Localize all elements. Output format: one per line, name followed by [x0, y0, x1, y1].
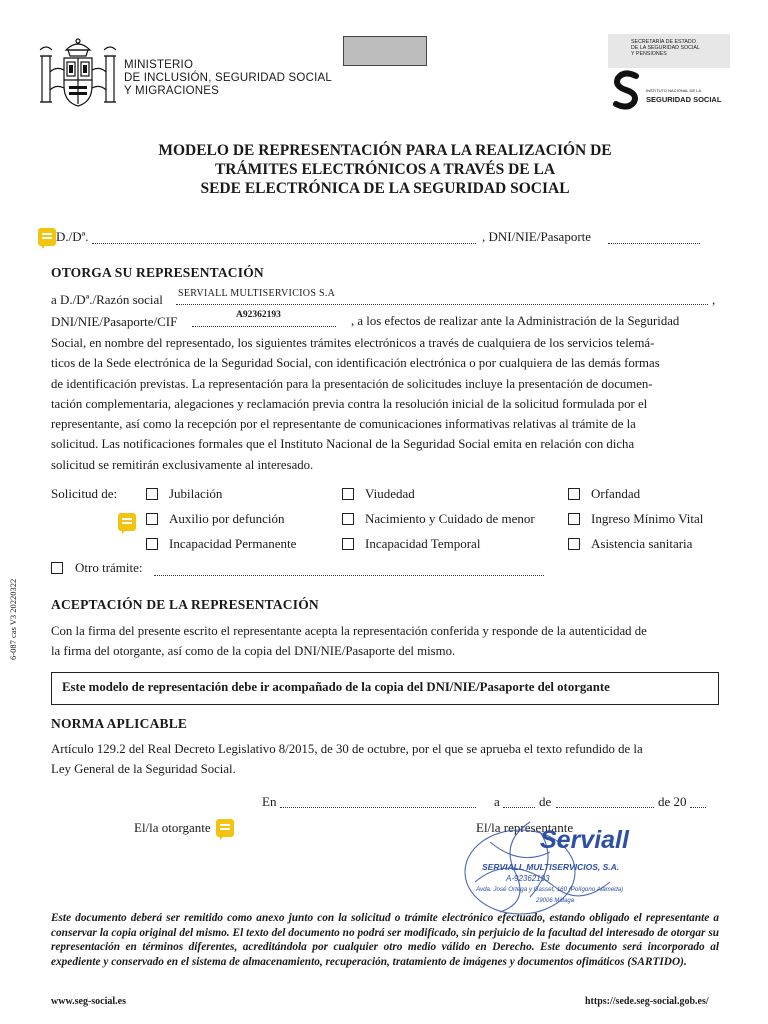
notice-text: Este modelo de representación debe ir acompañado de la copia del DNI/NIE/Pasaporte del otorgante [62, 680, 610, 694]
date-year-field[interactable] [690, 807, 706, 808]
grantor-dni-field[interactable] [608, 243, 700, 244]
grantor-name-label: D./Dª. [56, 229, 89, 244]
razon-social-comma: , [712, 292, 716, 307]
otorga-body-line: tación complementaria, alegaciones y reclamación previa contra la resolución inicial de la solicitud formulada por el [51, 396, 648, 411]
norma-heading: NORMA APLICABLE [51, 716, 188, 731]
option-ingreso-minimo: Ingreso Mínimo Vital [591, 511, 704, 526]
stamp-address: Avda. José Ortega y Gasset, 160 (Polígono Alameda) [476, 886, 624, 893]
instituto-small-text: INSTITUTO NACIONAL DE LA [646, 88, 702, 93]
document-title [90, 141, 680, 198]
solicitud-label: Solicitud de: [51, 486, 118, 501]
date-day-field[interactable] [503, 807, 535, 808]
date-place-field[interactable] [280, 807, 476, 808]
checkbox-nacimiento-cuidado[interactable] [342, 513, 354, 525]
aceptacion-body [51, 621, 719, 662]
otro-tramite-label: Otro trámite: [75, 560, 143, 575]
option-incapacidad-permanente: Incapacidad Permanente [169, 536, 297, 551]
grantor-name-field[interactable] [92, 243, 476, 244]
checkbox-asistencia-sanitaria[interactable] [568, 538, 580, 550]
cif-field[interactable] [192, 326, 336, 327]
date-a-label: a [494, 794, 500, 809]
title-line-1: MODELO DE REPRESENTACIÓN PARA LA REALIZACIÓN DE [158, 142, 612, 159]
registration-stamp-box [343, 36, 427, 66]
spain-coat-of-arms-logo [36, 36, 120, 116]
aceptacion-heading: ACEPTACIÓN DE LA REPRESENTACIÓN [51, 597, 319, 612]
stamp-brand: Serviall [540, 826, 629, 854]
cif-label: DNI/NIE/Pasaporte/CIF [51, 314, 178, 329]
comment-note-icon[interactable] [38, 228, 56, 246]
form-code-vertical: 6-087 cas V3 20220322 [8, 578, 18, 660]
date-de-label: de [539, 794, 552, 809]
checkbox-orfandad[interactable] [568, 488, 580, 500]
option-asistencia-sanitaria: Asistencia sanitaria [591, 536, 693, 551]
otorga-body-line: Social, en nombre del representado, los siguientes trámites electrónicos a través de cualquiera de los servicios telemá- [51, 336, 655, 350]
instituto-big-text: SEGURIDAD SOCIAL [646, 95, 722, 104]
ministry-line-3: Y MIGRACIONES [124, 85, 220, 97]
option-auxilio-defuncion: Auxilio por defunción [169, 511, 285, 526]
norma-line: Artículo 129.2 del Real Decreto Legislativo 8/2015, de 30 de octubre, por el que se aprueba el texto refundido de la [51, 742, 643, 756]
stamp-company: SERVIALL MULTISERVICIOS, S.A. [482, 862, 620, 872]
checkbox-incapacidad-permanente[interactable] [146, 538, 158, 550]
option-nacimiento-cuidado: Nacimiento y Cuidado de menor [365, 511, 535, 526]
date-en-label: En [262, 794, 277, 809]
razon-social-field[interactable] [176, 304, 708, 305]
checkbox-otro-tramite[interactable] [51, 562, 63, 574]
checkbox-ingreso-minimo[interactable] [568, 513, 580, 525]
ministry-name [124, 59, 332, 98]
seg-social-link[interactable]: www.seg-social.es [51, 996, 126, 1007]
aceptacion-line: Con la firma del presente escrito el representante acepta la representación conferida y responde de la autenticidad de [51, 624, 647, 638]
ministry-line-1: MINISTERIO [124, 59, 194, 71]
razon-social-label: a D./Dª./Razón social [51, 292, 163, 307]
checkbox-jubilacion[interactable] [146, 488, 158, 500]
title-line-3: SEDE ELECTRÓNICA DE LA SEGURIDAD SOCIAL [200, 180, 570, 197]
norma-line: Ley General de la Seguridad Social. [51, 762, 236, 777]
otorga-body-line: representante, así como la recepción por el representante de comunicaciones informativas relativas al trámite de la [51, 417, 636, 432]
cif-value: A92362193 [236, 310, 281, 320]
secretaria-line-2: DE LA SEGURIDAD SOCIAL [631, 45, 700, 51]
otorga-body-line: solicitud se remitirán exclusivamente al interesado. [51, 457, 314, 472]
comment-note-icon[interactable] [118, 513, 136, 531]
otorga-body-line: ticos de la Sede electrónica de la Seguridad Social, con identificación electrónica o por cualquiera de las demás formas [51, 356, 660, 371]
representante-signature-label: El/la representante [476, 820, 574, 835]
option-orfandad: Orfandad [591, 486, 641, 501]
grantor-dni-label: , DNI/NIE/Pasaporte [482, 229, 592, 244]
title-line-2: TRÁMITES ELECTRÓNICOS A TRAVÉS DE LA [214, 161, 556, 178]
seguridad-social-logo-icon [610, 70, 644, 112]
stamp-cif: A-92362193 [506, 874, 550, 883]
ministry-line-2: DE INCLUSIÓN, SEGURIDAD SOCIAL [124, 72, 332, 84]
option-jubilacion: Jubilación [169, 486, 223, 501]
otorga-body [51, 333, 719, 475]
secretaria-line-1: SECRETARÍA DE ESTADO [631, 39, 696, 45]
razon-social-value: SERVIALL MULTISERVICIOS S.A [178, 288, 336, 299]
comment-note-icon[interactable] [216, 819, 234, 837]
cif-after-text: , a los efectos de realizar ante la Administración de la Seguridad [351, 314, 680, 328]
aceptacion-line: la firma del otorgante, así como de la copia del DNI/NIE/Pasaporte del mismo. [51, 644, 456, 659]
date-year-label: de 20 [658, 794, 687, 809]
stamp-city: 29006 Málaga [536, 898, 575, 904]
option-viudedad: Viudedad [365, 486, 415, 501]
legal-footnote: Este documento deberá ser remitido como anexo junto con la solicitud o trámite electrónico efectuado, estando obligado el representante a conservar la copia original del mismo. El texto del documento no podrá ser modificado, sin perjuicio de la facultad del interesado de otorgar su representación en términos diferentes, acreditándola por cualquier otro medio válido en Derecho. Este documento será incorporado al expediente y conservado en el sistema de almacenamiento, recuperación, tratamiento de imágenes y documentos ofimáticos (SARTIDO). [51, 912, 719, 968]
otorga-body-line: solicitud. Las notificaciones formales que el Instituto Nacional de la Seguridad Social emita en relación con dicha [51, 437, 635, 452]
norma-body [51, 739, 719, 780]
sede-link[interactable]: https://sede.seg-social.gob.es/ [585, 996, 709, 1007]
option-incapacidad-temporal: Incapacidad Temporal [365, 536, 481, 551]
secretaria-text [631, 39, 700, 57]
checkbox-incapacidad-temporal[interactable] [342, 538, 354, 550]
checkbox-auxilio-defuncion[interactable] [146, 513, 158, 525]
otorga-heading: OTORGA SU REPRESENTACIÓN [51, 265, 264, 280]
otorga-body-line: de identificación previstas. La representación para la presentación de solicitudes incluye la presentación de documen- [51, 376, 653, 391]
secretaria-line-3: Y PENSIONES [631, 51, 667, 57]
date-month-field[interactable] [556, 807, 654, 808]
checkbox-viudedad[interactable] [342, 488, 354, 500]
otro-tramite-field[interactable] [154, 575, 544, 576]
otorgante-signature-label: El/la otorgante [134, 820, 211, 835]
